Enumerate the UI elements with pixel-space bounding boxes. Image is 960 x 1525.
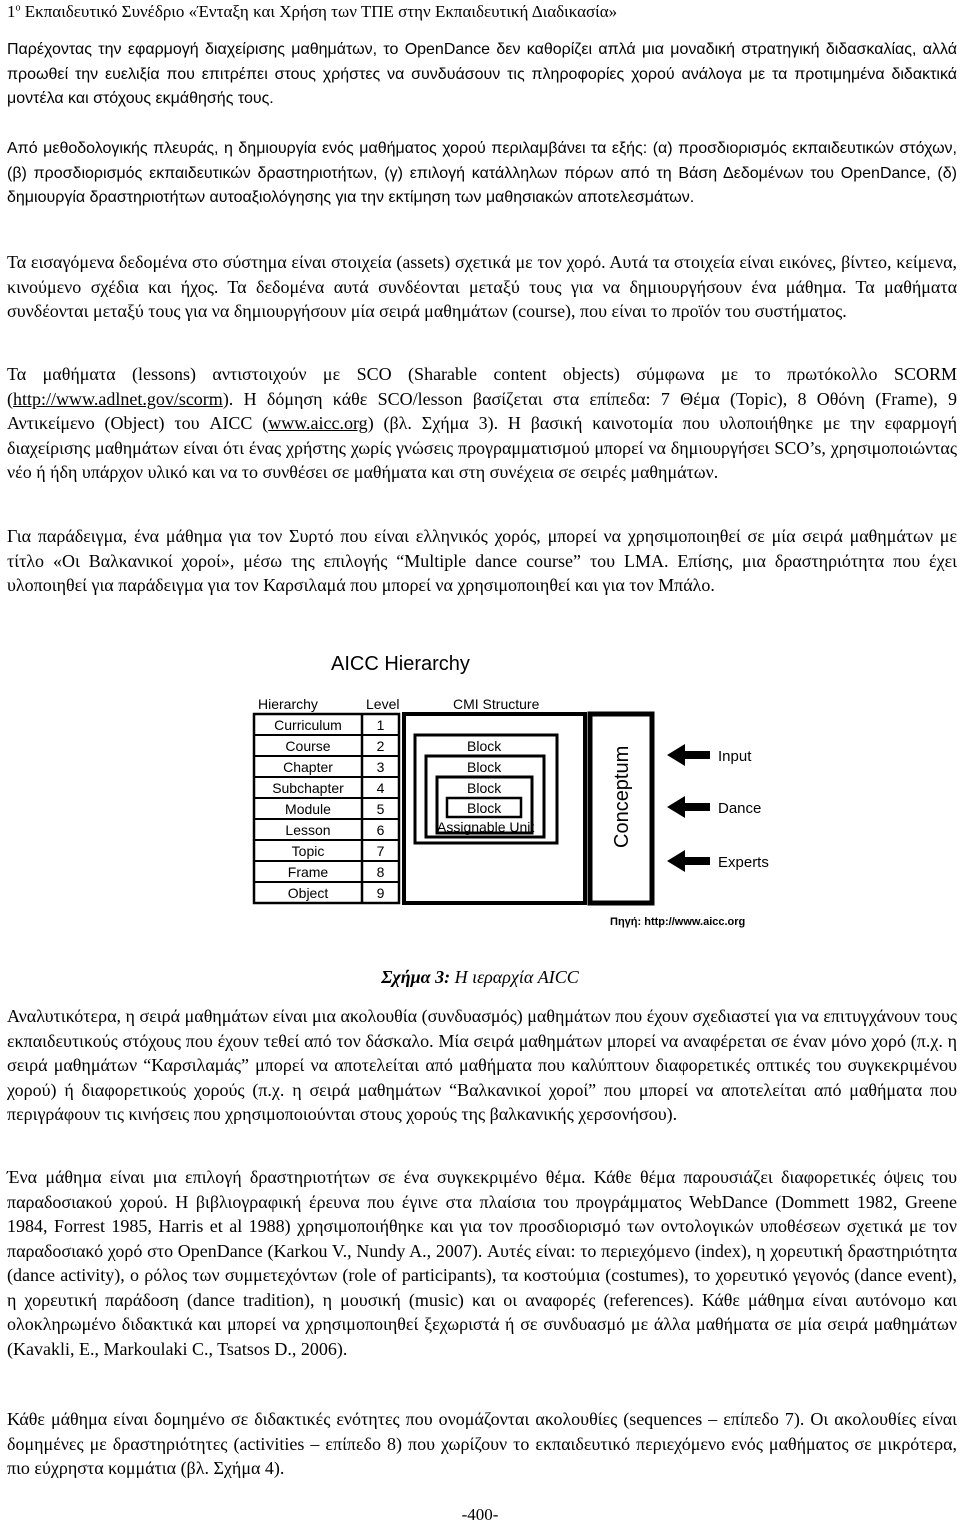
hierarchy-grid <box>254 714 399 903</box>
aicc-link[interactable]: www.aicc.org <box>268 413 368 433</box>
conceptum-label: Conceptum <box>611 745 633 848</box>
hierarchy-level-name: Topic <box>291 843 325 859</box>
figure-caption: Σχήμα 3: Η ιεραρχία AICC <box>381 967 579 987</box>
cmi-structure <box>404 714 585 903</box>
hierarchy-level-name: Frame <box>287 864 329 880</box>
input-arrow-3 <box>667 850 710 872</box>
figure-source: Πηγή: http://www.aicc.org <box>610 916 746 928</box>
input-arrow-2 <box>667 796 710 818</box>
input-label-3: Experts <box>718 854 769 871</box>
running-header: $1^o$ Εκπαιδευτικό Συνέδριο «Ένταξη και Χρήση των ΤΠΕ στην Εκπαιδευτική Διαδικασία» <box>7 2 618 21</box>
paragraph-1: Παρέχοντας την εφαρμογή διαχείρισης μαθημάτων, το OpenDance δεν καθορίζει απλά μια μοναδική στρατηγική διδασκαλίας, αλλά προωθεί την ευελιξία που επιτρέπει στους χρήστες να συνδυάσουν τις πληροφορίες χορού ανάλογα με τα προτιμημένα διδακτικά μοντέλα και στόχους εκμάθησής τους. <box>7 41 957 107</box>
hierarchy-level-number: 6 <box>376 822 385 838</box>
hierarchy-level-name: Subchapter <box>272 780 344 796</box>
hierarchy-level-name: Curriculum <box>274 717 342 733</box>
paragraph-7: Ένα μάθημα είναι μια επιλογή δραστηριοτήτων σε ένα συγκεκριμένο θέμα. Κάθε θέμα παρουσιάζει διαφορετικές όψεις του παραδοσιακού χορού. Η βιβλιογραφική έρευνα που έγινε στα πλαίσια του προγράμματος WebDance (Dommett 1982, Greene 1984, Forrest 1985, Harris et al 1988) χρησιμοποιήθηκε και για τον προσδιορισμό των οντολογικών υποθέσεων σχετικά με τον παραδοσιακό χορό στο OpenDance (Karkou V., Nundy A., 2007). Αυτές είναι: το περιεχόμενο (index), η χορευτική δραστηριότητα (dance activity), ο ρόλος των συμμετεχόντων (role of participants), τα κοστούμια (costumes), το χορευτικό γεγονός (dance event), η χορευτική παράδοση (dance tradition), η μουσική (music) και οι αναφορές (references). Κάθε μάθημα είναι αυτόνομο και ολοκληρωμένο διδακτικά και μπορεί να χρησιμοποιηθεί ξεχωριστά ή σε συνδυασμό με άλλα μαθήματα σε μία σειρά μαθημάτων (Kavakli, E., Markoulaki C., Tsatsos D., 2006). <box>7 1167 957 1359</box>
paragraph-2: Από μεθοδολογικής πλευράς, η δημιουργία ενός μαθήματος χορού περιλαμβάνει τα εξής: (α) προσδιορισμός εκπαιδευτικών στόχων, (β) προσδιορισμός εκπαιδευτικών δραστηριοτήτων, (γ) επιλογή κατάλληλων πόρων από τη Βάση Δεδομένων του OpenDance, (δ) δημιουργία δραστηριοτήτων αυτοαξιολόγησης για την εκτίμηση των μαθησιακών αποτελεσμάτων. <box>7 140 957 206</box>
hierarchy-level-number: 1 <box>376 717 385 733</box>
input-arrow-1 <box>667 744 710 766</box>
input-label-2: Dance <box>718 800 762 817</box>
hierarchy-level-number: 8 <box>376 864 385 880</box>
block-label-3: Block <box>467 780 502 796</box>
page-number: -400- <box>461 1505 499 1524</box>
column-header-level: Level <box>366 696 400 712</box>
hierarchy-level-number: 7 <box>376 843 385 859</box>
hierarchy-level-name: Course <box>285 738 331 754</box>
paragraph-8: Κάθε μάθημα είναι δομημένο σε διδακτικές ενότητες που ονομάζονται ακολουθίες (sequences – επίπεδο 7). Οι ακολουθίες είναι δομημένες με δραστηριότητες (activities – επίπεδο 8) που χωρίζουν το εκπαιδευτικό περιεχόμενο ενός μαθήματος σε μικρότερα, πιο εύχρηστα κομμάτια (βλ. Σχήμα 4). <box>7 1409 957 1478</box>
scorm-link[interactable]: http://www.adlnet.gov/scorm <box>13 388 223 409</box>
hierarchy-level-number: 3 <box>376 759 385 775</box>
block-label-2: Block <box>467 759 502 775</box>
figure-title: AICC Hierarchy <box>331 653 470 675</box>
paragraph-3: Τα εισαγόμενα δεδομένα στο σύστημα είναι στοιχεία (assets) σχετικά με τον χορό. Αυτά τα στοιχεία είναι εικόνες, βίντεο, κείμενα, κινούμενο σχέδια και ήχος. Τα δεδομένα αυτά συνδέονται μεταξύ τους για να δημιουργήσουν ένα μάθημα. Τα μαθήματα συνδέονται μεταξύ τους για να δημιουργήσουν μία σειρά μαθημάτων (course), που είναι το προϊόν του συστήματος. <box>7 252 957 321</box>
arrow-left-icon <box>667 744 710 766</box>
paragraph-5: Για παράδειγμα, ένα μάθημα για τον Συρτό που είναι ελληνικός χορός, μπορεί να χρησιμοποιηθεί σε μία σειρά μαθημάτων με τίτλο «Οι Βαλκανικοί χοροί», μέσω της επιλογής “Multiple dance course” του LMA. Επίσης, μια δραστηριότητα που έχει υλοποιηθεί για παράδειγμα για τον Καρσιλαμά που μπορεί να χρησιμοποιηθεί και για τον Μπάλο. <box>7 526 957 595</box>
hierarchy-level-number: 2 <box>376 738 385 754</box>
arrow-left-icon <box>667 796 710 818</box>
hierarchy-level-name: Lesson <box>285 822 331 838</box>
paragraph-6: Αναλυτικότερα, η σειρά μαθημάτων είναι μια ακολουθία (συνδυασμός) μαθημάτων που έχουν σχεδιαστεί για να επιτυγχάνουν τους εκπαιδευτικούς στόχους που έχουν τεθεί από τον δάσκαλο. Μία σειρά μαθημάτων μπορεί να αναφέρεται σε έναν μόνο χορό (π.χ. η σειρά μαθημάτων “Καρσιλαμάς” μπορεί να αποτελείται από μαθήματα που καλύπτουν διαφορετικές οπτικές του συγκεκριμένου χορού) ή διαφορετικούς χορούς (π.χ. η σειρά μαθημάτων “Βαλκανικοί χοροί” που μπορεί να αποτελείται από μαθήματα που περιγράφουν τις κινήσεις που χρησιμοποιούνται στους χορούς της βαλκανικής χερσονήσου). <box>7 1006 957 1124</box>
input-label-1: Input <box>718 748 752 765</box>
assignable-unit-label: Assignable Unit <box>437 819 535 835</box>
hierarchy-level-name: Chapter <box>283 759 333 775</box>
hierarchy-level-number: 5 <box>376 801 385 817</box>
column-header-hierarchy: Hierarchy <box>258 696 318 712</box>
hierarchy-level-name: Object <box>287 885 329 901</box>
hierarchy-level-number: 9 <box>376 885 385 901</box>
hierarchy-level-name: Module <box>285 801 331 817</box>
paragraph-4: Τα μαθήματα (lessons) αντιστοιχούν με SCO (Sharable content objects) σύμφωνα με το πρωτόκολλο SCORM (http://www.adlnet.gov/scorm). Η δόμηση κάθε SCO/lesson βασίζεται στα επίπεδα: 7 Θέμα (Topic), 8 Οθόνη (Frame), 9 Αντικείμενο (Object) του AICC (www.aicc.org) (βλ. Σχήμα 3). Η βασική καινοτομία που υλοποιήθηκε με την εφαρμογή διαχείρισης μαθημάτων είναι ότι ένας χρήστης χωρίς γνώσεις προγραμματισμού μπορεί να δημιουργήσει SCO’s, χρησιμοποιώντας νέο ή ήδη υπάρχον υλικό και να το συνθέσει σε μαθήματα και στη συνέχεια σε σειρές μαθημάτων. <box>7 364 957 482</box>
column-header-cmi: CMI Structure <box>453 696 540 712</box>
hierarchy-level-number: 4 <box>376 780 385 796</box>
arrow-left-icon <box>667 850 710 872</box>
block-label-1: Block <box>467 738 502 754</box>
block-label-4: Block <box>467 800 502 816</box>
